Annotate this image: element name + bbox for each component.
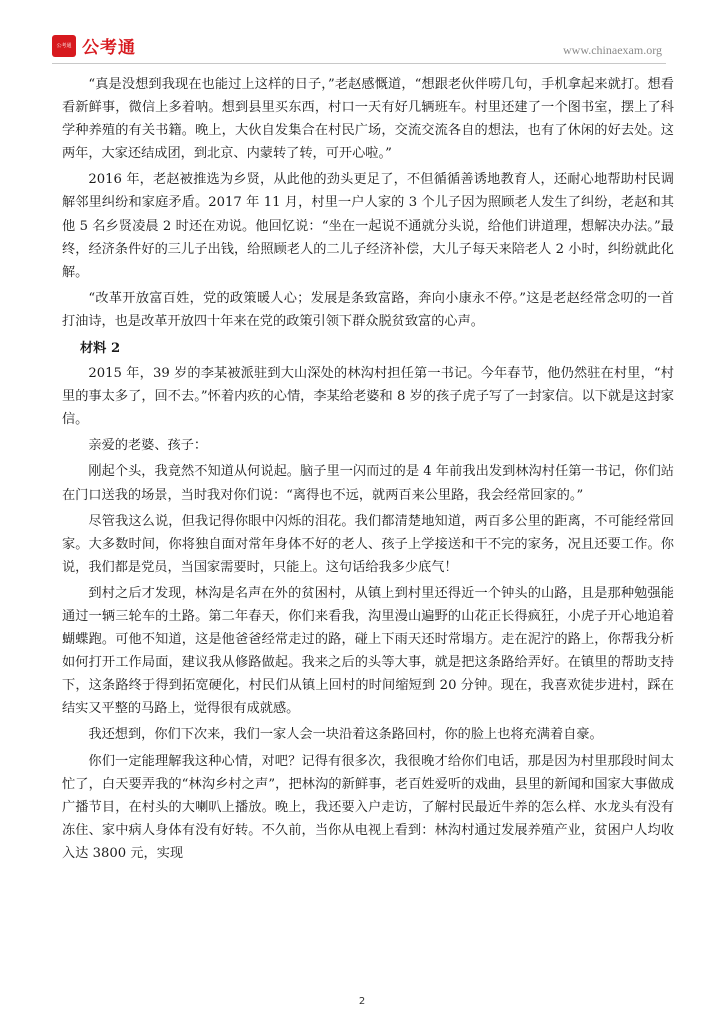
paragraph: 刚起个头，我竟然不知道从何说起。脑子里一闪而过的是 4 年前我出发到林沟村任第一书记，你们站在门口送我的场景，当时我对你们说：“离得也不远，就两百来公里路，我会经常回家的。” (62, 464, 674, 503)
paragraph: 尽管我这么说，但我记得你眼中闪烁的泪花。我们都清楚地知道，两百多公里的距离，不可能经常回家。大多数时间，你将独自面对常年身体不好的老人、孩子上学接送和干不完的家务，况且还要工作。你说，我们都是党员，当国家需要时，只能上。这句话给我多少底气！ (62, 513, 674, 575)
logo-badge: 公考通 (52, 35, 76, 57)
logo-text: 公考通 (82, 38, 136, 58)
paragraph: 2015 年，39 岁的李某被派驻到大山深处的林沟村担任第一书记。今年春节，他仍然驻在村里，“村里的事太多了，回不去。”怀着内疚的心情，李某给老婆和 8 岁的孩子虎子写了一封家信。以下就是这封家信。 (62, 366, 674, 428)
paragraph: “改革开放富百姓，党的政策暖人心；发展是条致富路，奔向小康永不停。”这是老赵经常念叨的一首打油诗，也是改革开放四十年来在党的政策引领下群众脱贫致富的心声。 (62, 290, 674, 329)
document-body (62, 73, 674, 865)
logo[interactable] (52, 33, 136, 58)
site-url[interactable]: www.chinaexam.org (563, 43, 662, 57)
page-header (0, 0, 724, 64)
header-divider (52, 63, 666, 64)
paragraph: “真是没想到我现在也能过上这样的日子，”老赵感慨道，“想跟老伙伴唠几句，手机拿起来就打。想看看新鲜事，微信上多着呐。想到县里买东西，村口一天有好几辆班车。村里还建了一个图书室，摆上了科学种养殖的有关书籍。晚上，大伙自发集合在村民广场，交流交流各自的想法，也有了休闲的好去处。这两年，大家还结成团，到北京、内蒙转了转，可开心啦。” (62, 77, 674, 162)
material-heading: 材料 2 (80, 341, 121, 357)
paragraph: 你们一定能理解我这种心情，对吧？记得有很多次，我很晚才给你们电话，那是因为村里那段时间太忙了，白天要弄我的“林沟乡村之声”，把林沟的新鲜事，老百姓爱听的戏曲，县里的新闻和国家大事做成广播节目，在村头的大喇叭上播放。晚上，我还要入户走访，了解村民最近牛养的怎么样、水龙头有没有冻住、家中病人身体有没有好转。不久前，当你从电视上看到：林沟村通过发展养殖产业，贫困户人均收入达 3800 元，实现 (62, 753, 674, 861)
letter-salutation: 亲爱的老婆、孩子： (88, 438, 208, 454)
page-number: 2 (358, 996, 366, 1007)
paragraph: 我还想到，你们下次来，我们一家人会一块沿着这条路回村，你的脸上也将充满着自豪。 (88, 727, 603, 743)
paragraph: 2016 年，老赵被推选为乡贤，从此他的劲头更足了，不但循循善诱地教育人，还耐心地帮助村民调解邻里纠纷和家庭矛盾。2017 年 11 月，村里一户人家的 3 个儿子因为照顾老人发生了纠纷，老赵和其他 5 名乡贤凌晨 2 时还在劝说。他回忆说：“坐在一起说不通就分头说，给他们讲道理，想解决办法。”最终，经济条件好的三儿子出钱，给照顾老人的二儿子经济补偿，大儿子每天来陪老人 2 小时，纠纷就此化解。 (62, 172, 674, 280)
paragraph: 到村之后才发现，林沟是名声在外的贫困村，从镇上到村里还得近一个钟头的山路，且是那种勉强能通过一辆三轮车的土路。第二年春天，你们来看我，沟里漫山遍野的山花正长得疯狂，小虎子开心地追着蝴蝶跑。可他不知道，这是他爸爸经常走过的路，碰上下雨天还时常塌方。走在泥泞的路上，你帮我分析如何打开工作局面，建议我从修路做起。我来之后的头等大事，就是把这条路给弄好。在镇里的帮助支持下，这条路终于得到拓宽硬化，村民们从镇上回村的时间缩短到 20 分钟。现在，我喜欢徒步进村，踩在结实又平整的马路上，觉得很有成就感。 (62, 585, 674, 717)
